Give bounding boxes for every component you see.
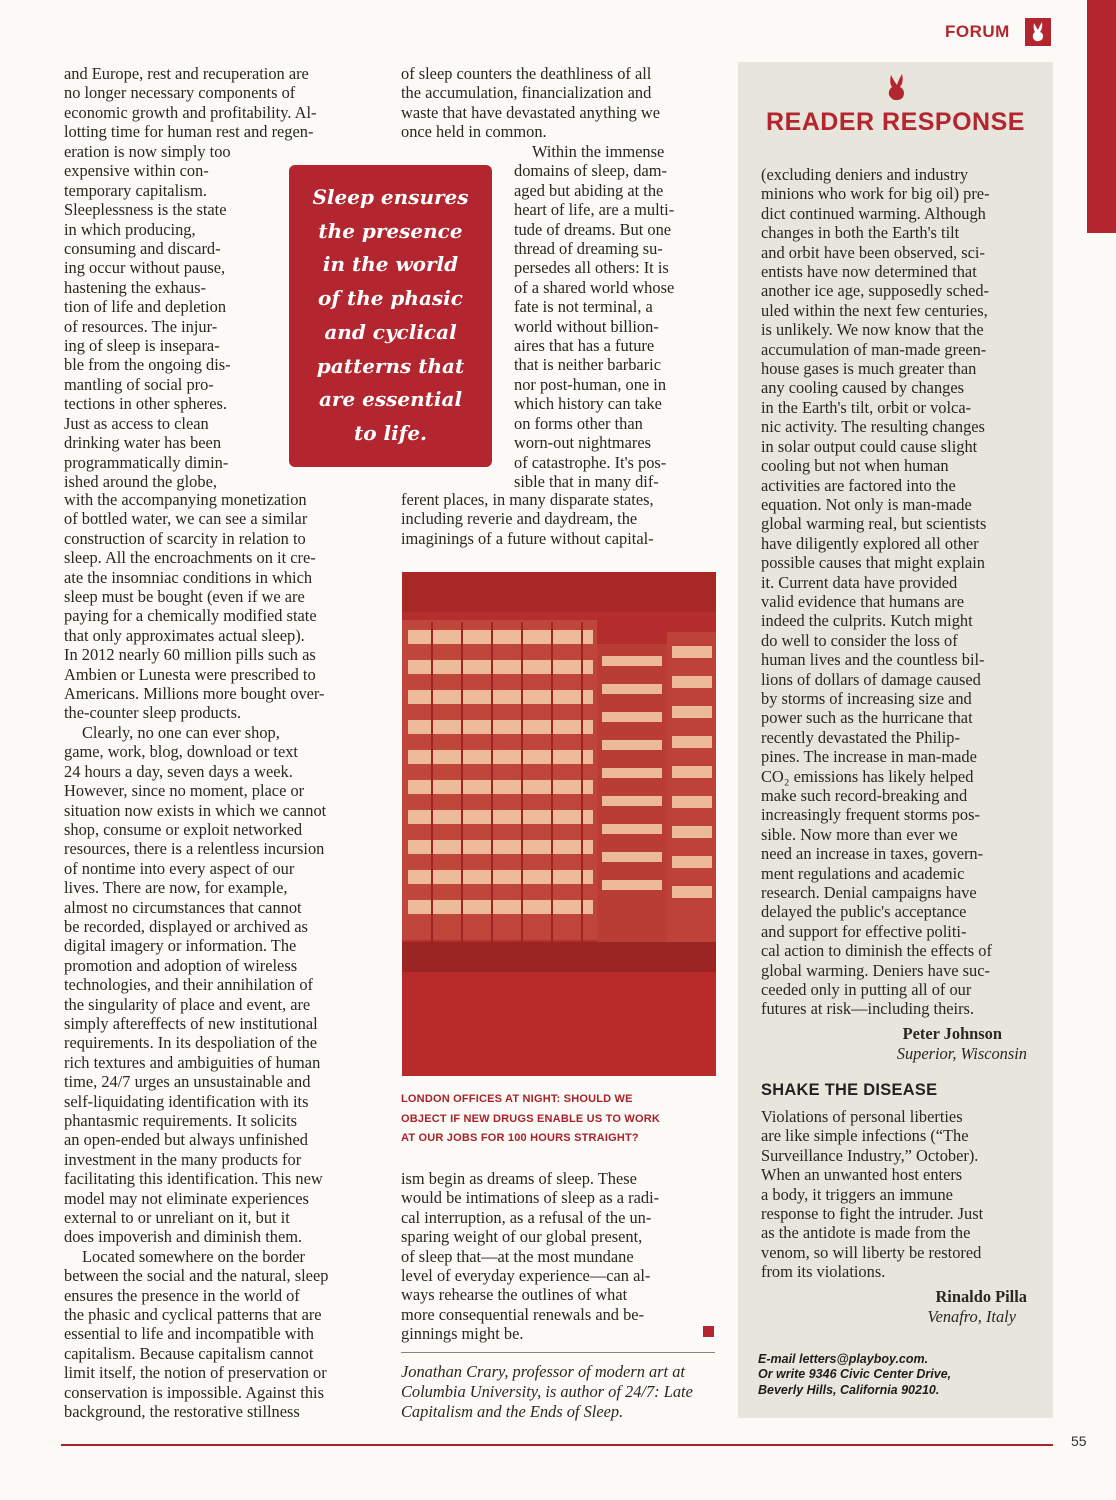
paragraph: Clearly, no one can ever shop, game, work, blog, download or text 24 hours a day, seven days a week. However, since no moment, place or situation now exists in which we cannot shop, consume or exploit networked resources, there is a relentless incursion of nontime into every aspect of our lives. There are now, for example, almost no circumstances that cannot be recorded, displayed or archived as digital imagery or information. The promotion and adoption of wireless technologies, and their annihilation of the singularity of place and event, are simply aftereffects of new institutional requirements. In its despoliation of the rich textures and ambiguities of human time, 24/7 urges an unsustainable and self-liquidating identification with its phantasmic requirements. It solicits an open-ended but always unfinished investment in the many products for facilitating this identification. This new model may not eliminate experiences external to or unreliant on it, but it does impoverish and diminish them.: [64, 722, 327, 1247]
letter-location: Venafro, Italy: [927, 1307, 1016, 1326]
article-col1-wrapped: eration is now simply too expensive within con- temporary capitalism. Sleeplessness is the state in which producing, consuming and discard- ing occur without pause, hastening the exhaus- tion of life and depletion of resources. The injur- ing of sleep is insepara- ble from the ongoing dis- mantling of social pro- tections in other spheres. Just as access to clean drinking water has been programmatically dimin- ished around the globe,: [64, 142, 231, 491]
article-col2-end: ism begin as dreams of sleep. These would be intimations of sleep as a radi- cal interruption, as a refusal of the un- sparing weight of our global present, of sleep that—at the most mundane level of everyday experience—can al- ways rehearse the outlines of what more consequential renewals and be- ginnings might be.: [401, 1169, 660, 1344]
footer-rule: [61, 1444, 1053, 1446]
pull-quote: Sleep ensures the presence in the world of the phasic and cyclical patterns that are essential to life.: [289, 165, 492, 467]
playboy-bunny-icon: [884, 73, 910, 103]
letter-location: Superior, Wisconsin: [896, 1044, 1027, 1063]
article-col2-top: of sleep counters the deathliness of all the accumulation, financialization and waste that have devastated anything we once held in common.: [401, 64, 660, 142]
letter-body: Violations of personal liberties are like simple infections (“The Surveillance Industry,” October). When an unwanted host enters a body, it triggers an immune response to fight the intruder. Just as the antidote is made from the venom, so will liberty be restored from its violations.: [761, 1107, 984, 1282]
letter-body: (excluding deniers and industry minions who work for big oil) pre- dict continued warming. Although changes in both the Earth's tilt and orbit have been observed, sci- entists have now determined that another ice age, supposedly sched- uled within the next few centuries, is unlikely. We now know that the accumulation of man-made green- house gases is much greater than any cooling caused by changes in the Earth's tilt, orbit or volca- nic activity. The resulting changes in solar output could cause slight cooling but not when human activities are factored into the equation. Not only is man-made global warming real, but scientists have diligently explored all other possible causes that might explain it. Current data have provided valid evidence that humans are indeed the culprits. Kutch might do well to consider the loss of human lives and the countless bil- lions of dollars of damage caused by storms of increasing size and power such as the hurricane that recently devastated the Philip- pines. The increase in man-made CO₂ emissions has likely helped make such record-breaking and increasingly frequent storms pos- sible. Now more than ever we need an increase in taxes, govern- ment regulations and academic research. Denial campaigns have delayed the public's acceptance and support for effective politi- cal action to diminish the effects of global warming. Deniers have suc- ceeded only in putting all of our futures at risk—including theirs.: [761, 165, 992, 1019]
divider: [401, 1352, 715, 1353]
paragraph: with the accompanying monetization of bottled water, we can see a similar construction of scarcity in relation to sleep. All the encroachments on it cre- ate the insomniac conditions in which sleep must be bought (even if we are paying for a chemically modified state that only approximates actual sleep). In 2012 nearly 60 million pills such as Ambien or Lunesta were prescribed to Americans. Millions more bought over- the-counter sleep products.: [64, 490, 325, 723]
article-end-mark: [703, 1326, 714, 1337]
office-building-photo: [402, 572, 716, 1076]
letter-heading: SHAKE THE DISEASE: [761, 1081, 938, 1099]
author-bio: Jonathan Crary, professor of modern art at Columbia University, is author of 24/7: Late Capitalism and the Ends of Sleep.: [401, 1362, 693, 1421]
article-col2-bottom: ferent places, in many disparate states, including reverie and daydream, the imaginings of a future without capital-: [401, 490, 654, 548]
section-color-tab: [1087, 0, 1116, 233]
page-number: 55: [1071, 1433, 1087, 1449]
letter-author: Peter Johnson: [902, 1024, 1002, 1043]
contact-info: E-mail letters@playboy.com. Or write 9346 Civic Center Drive, Beverly Hills, California 90210.: [758, 1352, 952, 1397]
section-label: FORUM: [945, 22, 1010, 41]
playboy-bunny-icon: [1025, 18, 1051, 46]
article-col1-bottom: [64, 490, 378, 1422]
article-col1-top: and Europe, rest and recuperation are no longer necessary components of economic growth and profitability. Al- lotting time for human rest and regen-: [64, 64, 317, 142]
letter-author: Rinaldo Pilla: [935, 1287, 1027, 1306]
sidebar-title: READER RESPONSE: [766, 108, 1025, 136]
paragraph: Located somewhere on the border between the social and the natural, sleep ensures the presence in the world of the phasic and cyclical patterns that are essential to life and incompatible with capitalism. Because capitalism cannot limit itself, the notion of preservation or conservation is impossible. Against this background, the restorative stillness: [64, 1246, 329, 1422]
article-col2-wrapped: Within the immense domains of sleep, dam- aged but abiding at the heart of life, are a multi- tude of dreams. But one thread of dreaming su- persedes all others: It is of a shared world whose fate is not terminal, a world without billion- aires that has a future that is neither barbaric nor post-human, one in which history can take on forms other than worn-out nightmares of catastrophe. It's pos- sible that in many dif-: [514, 142, 675, 491]
photo-caption: LONDON OFFICES AT NIGHT: SHOULD WE OBJECT IF NEW DRUGS ENABLE US TO WORK AT OUR JOBS FOR 100 HOURS STRAIGHT?: [401, 1093, 660, 1145]
